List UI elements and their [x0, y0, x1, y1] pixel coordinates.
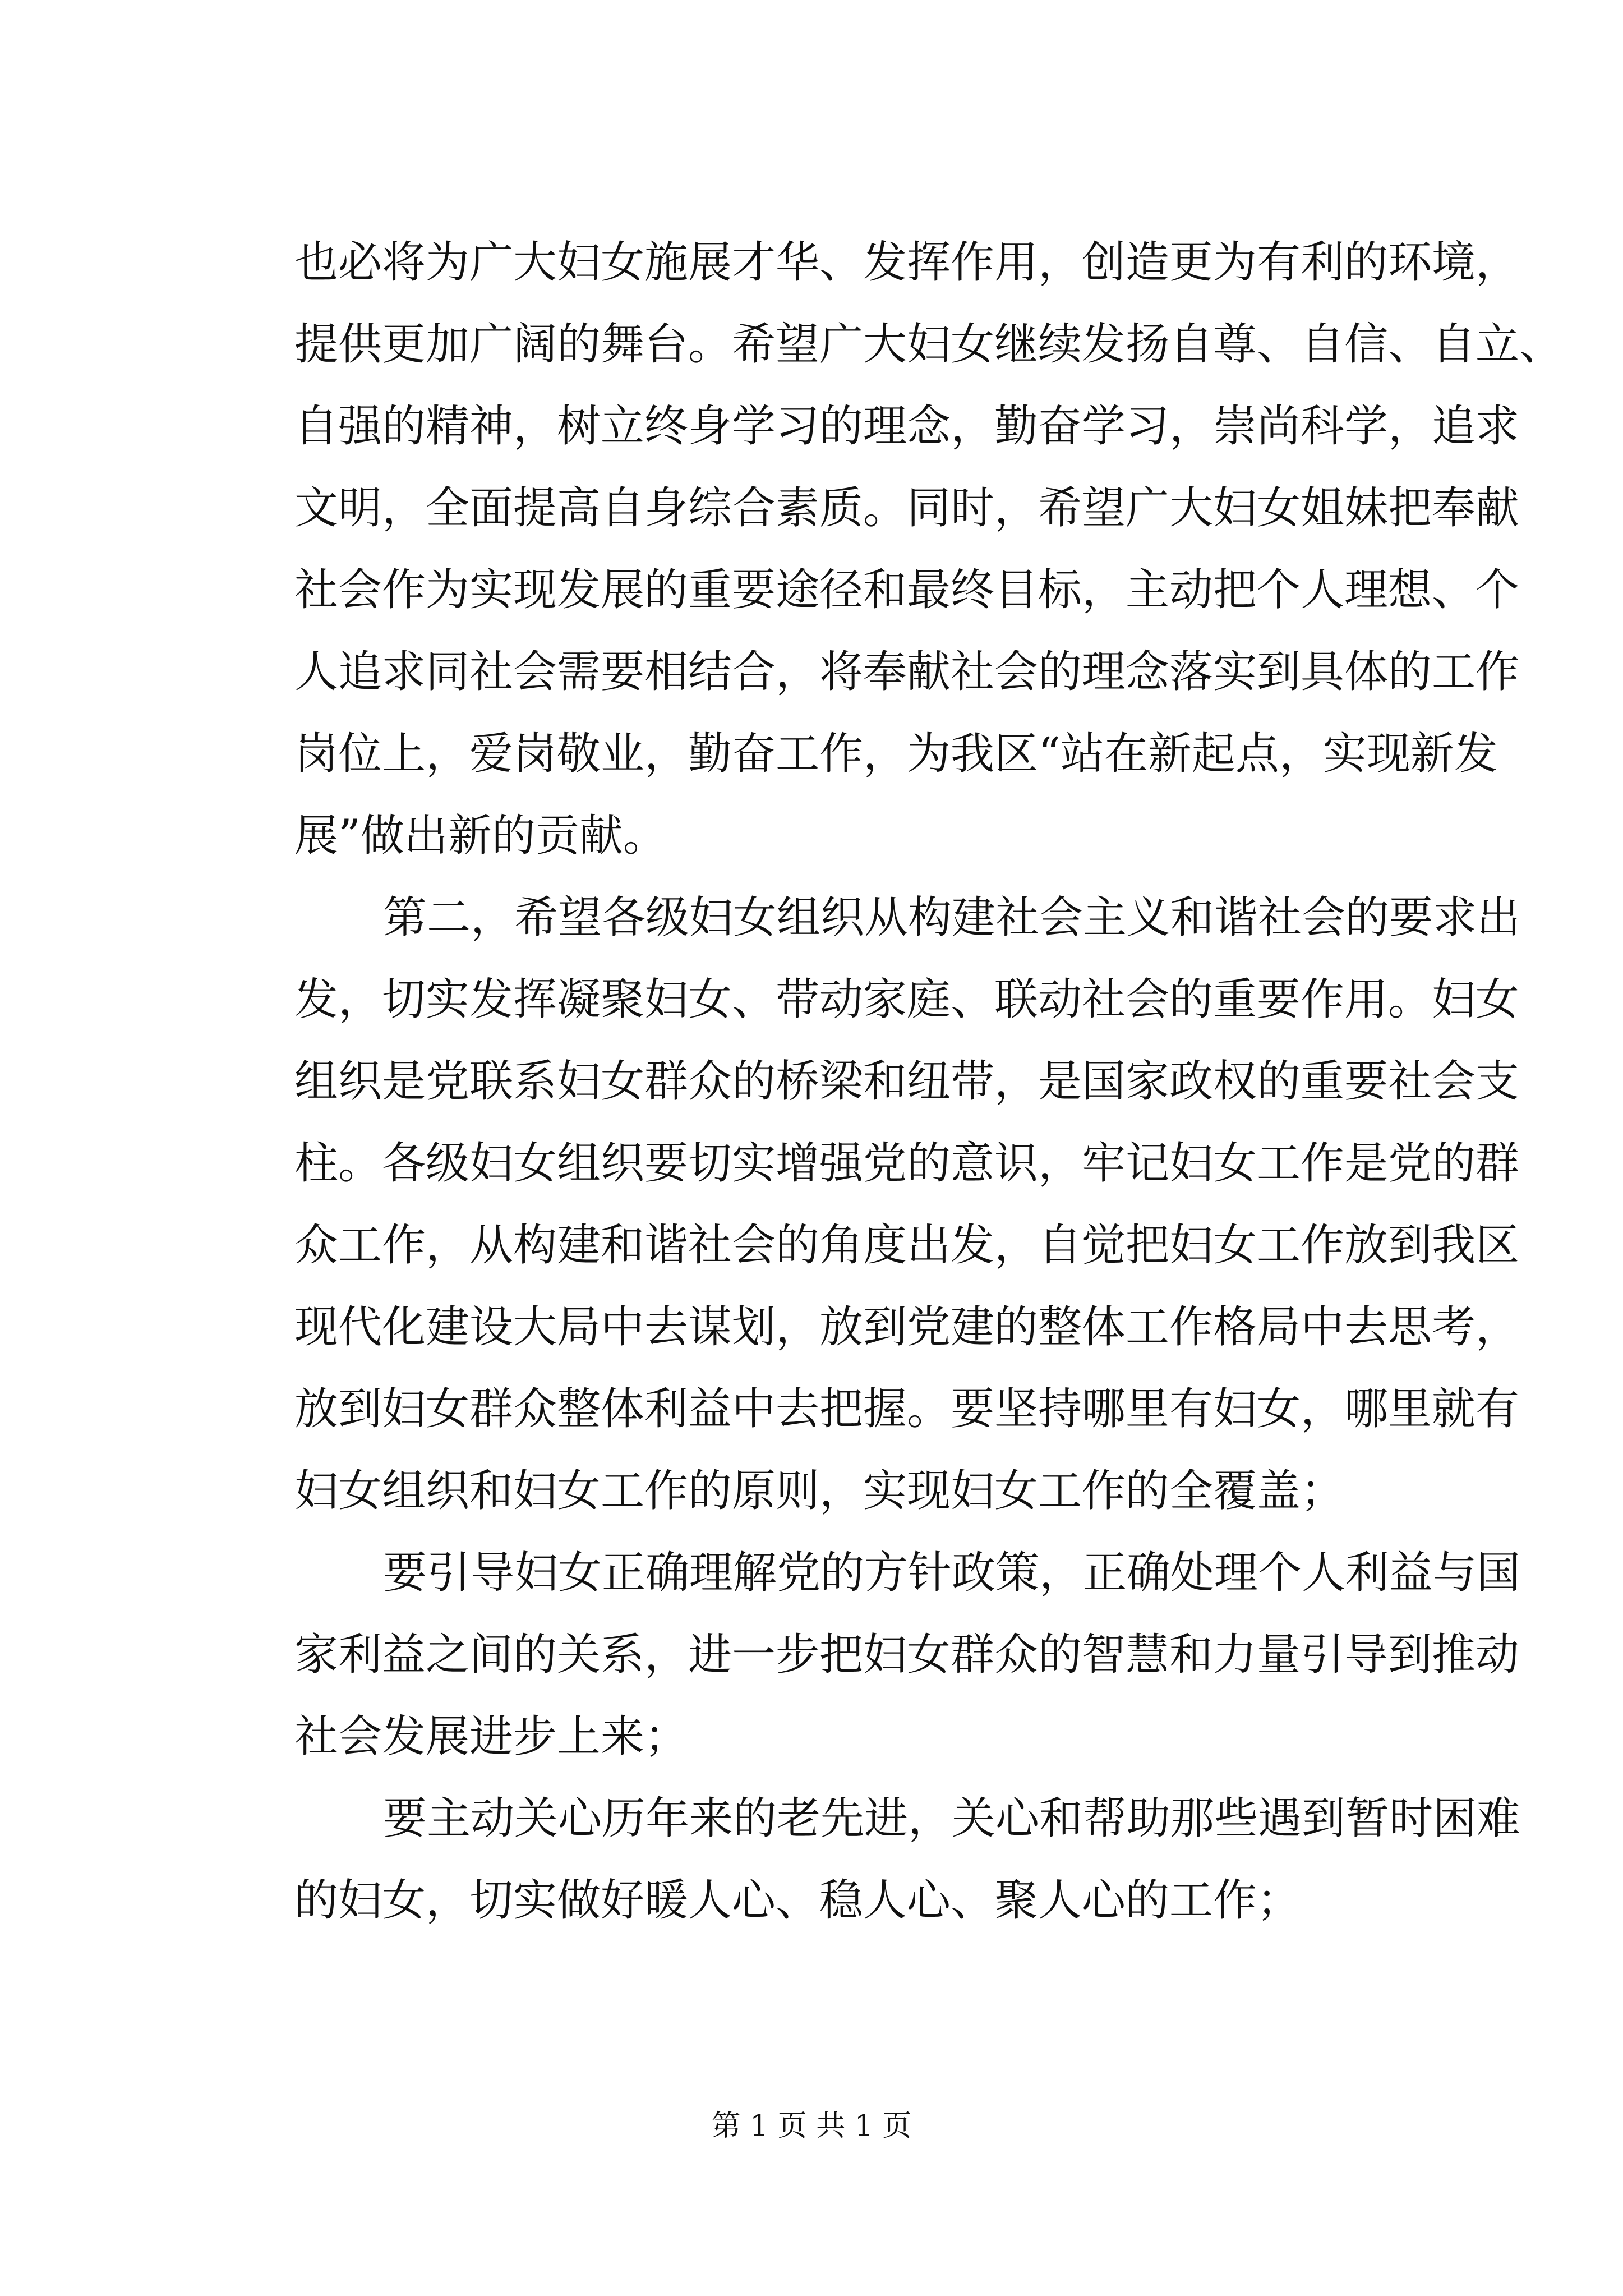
body-text-line: 社会作为实现发展的重要途径和最终目标，主动把个人理想、个 [294, 565, 1520, 615]
body-text-line: 发，切实发挥凝聚妇女、带动家庭、联动社会的重要作用。妇女 [294, 974, 1520, 1025]
body-text-line: 现代化建设大局中去谋划，放到党建的整体工作格局中去思考， [294, 1302, 1520, 1352]
body-text-line: 要主动关心历年来的老先进，关心和帮助那些遇到暂时困难 [383, 1793, 1521, 1844]
body-text-line: 的妇女，切实做好暖人心、稳人心、聚人心的工作； [294, 1875, 1301, 1926]
body-text-line: 众工作，从构建和谐社会的角度出发，自觉把妇女工作放到我区 [294, 1220, 1520, 1271]
body-text-line: 柱。各级妇女组织要切实增强党的意识，牢记妇女工作是党的群 [294, 1138, 1520, 1189]
body-text-line: 提供更加广阔的舞台。希望广大妇女继续发扬自尊、自信、自立、 [294, 319, 1564, 370]
page-number-footer: 第 1 页 共 1 页 [711, 2109, 912, 2143]
body-text-line: 展”做出新的贡献。 [294, 811, 667, 861]
body-text-line: 文明，全面提高自身综合素质。同时，希望广大妇女姐妹把奉献 [294, 483, 1520, 533]
body-text-line: 也必将为广大妇女施展才华、发挥作用，创造更为有利的环境， [294, 237, 1520, 288]
body-text-line: 家利益之间的关系，进一步把妇女群众的智慧和力量引导到推动 [294, 1630, 1520, 1680]
body-text-line: 岗位上，爱岗敬业，勤奋工作，为我区“站在新起点，实现新发 [294, 729, 1498, 779]
body-text-line: 组织是党联系妇女群众的桥梁和纽带，是国家政权的重要社会支 [294, 1056, 1520, 1107]
body-text-line: 社会发展进步上来； [294, 1711, 689, 1762]
body-text-line: 第二，希望各级妇女组织从构建社会主义和谐社会的要求出 [383, 892, 1521, 943]
body-text-line: 要引导妇女正确理解党的方针政策，正确处理个人利益与国 [383, 1548, 1521, 1598]
document-body [294, 222, 1564, 1941]
body-text-line: 妇女组织和妇女工作的原则，实现妇女工作的全覆盖； [294, 1466, 1345, 1516]
body-text-line: 放到妇女群众整体利益中去把握。要坚持哪里有妇女，哪里就有 [294, 1384, 1520, 1434]
body-text-line: 人追求同社会需要相结合，将奉献社会的理念落实到具体的工作 [294, 647, 1520, 697]
body-text-line: 自强的精神，树立终身学习的理念，勤奋学习，崇尚科学，追求 [294, 401, 1520, 452]
